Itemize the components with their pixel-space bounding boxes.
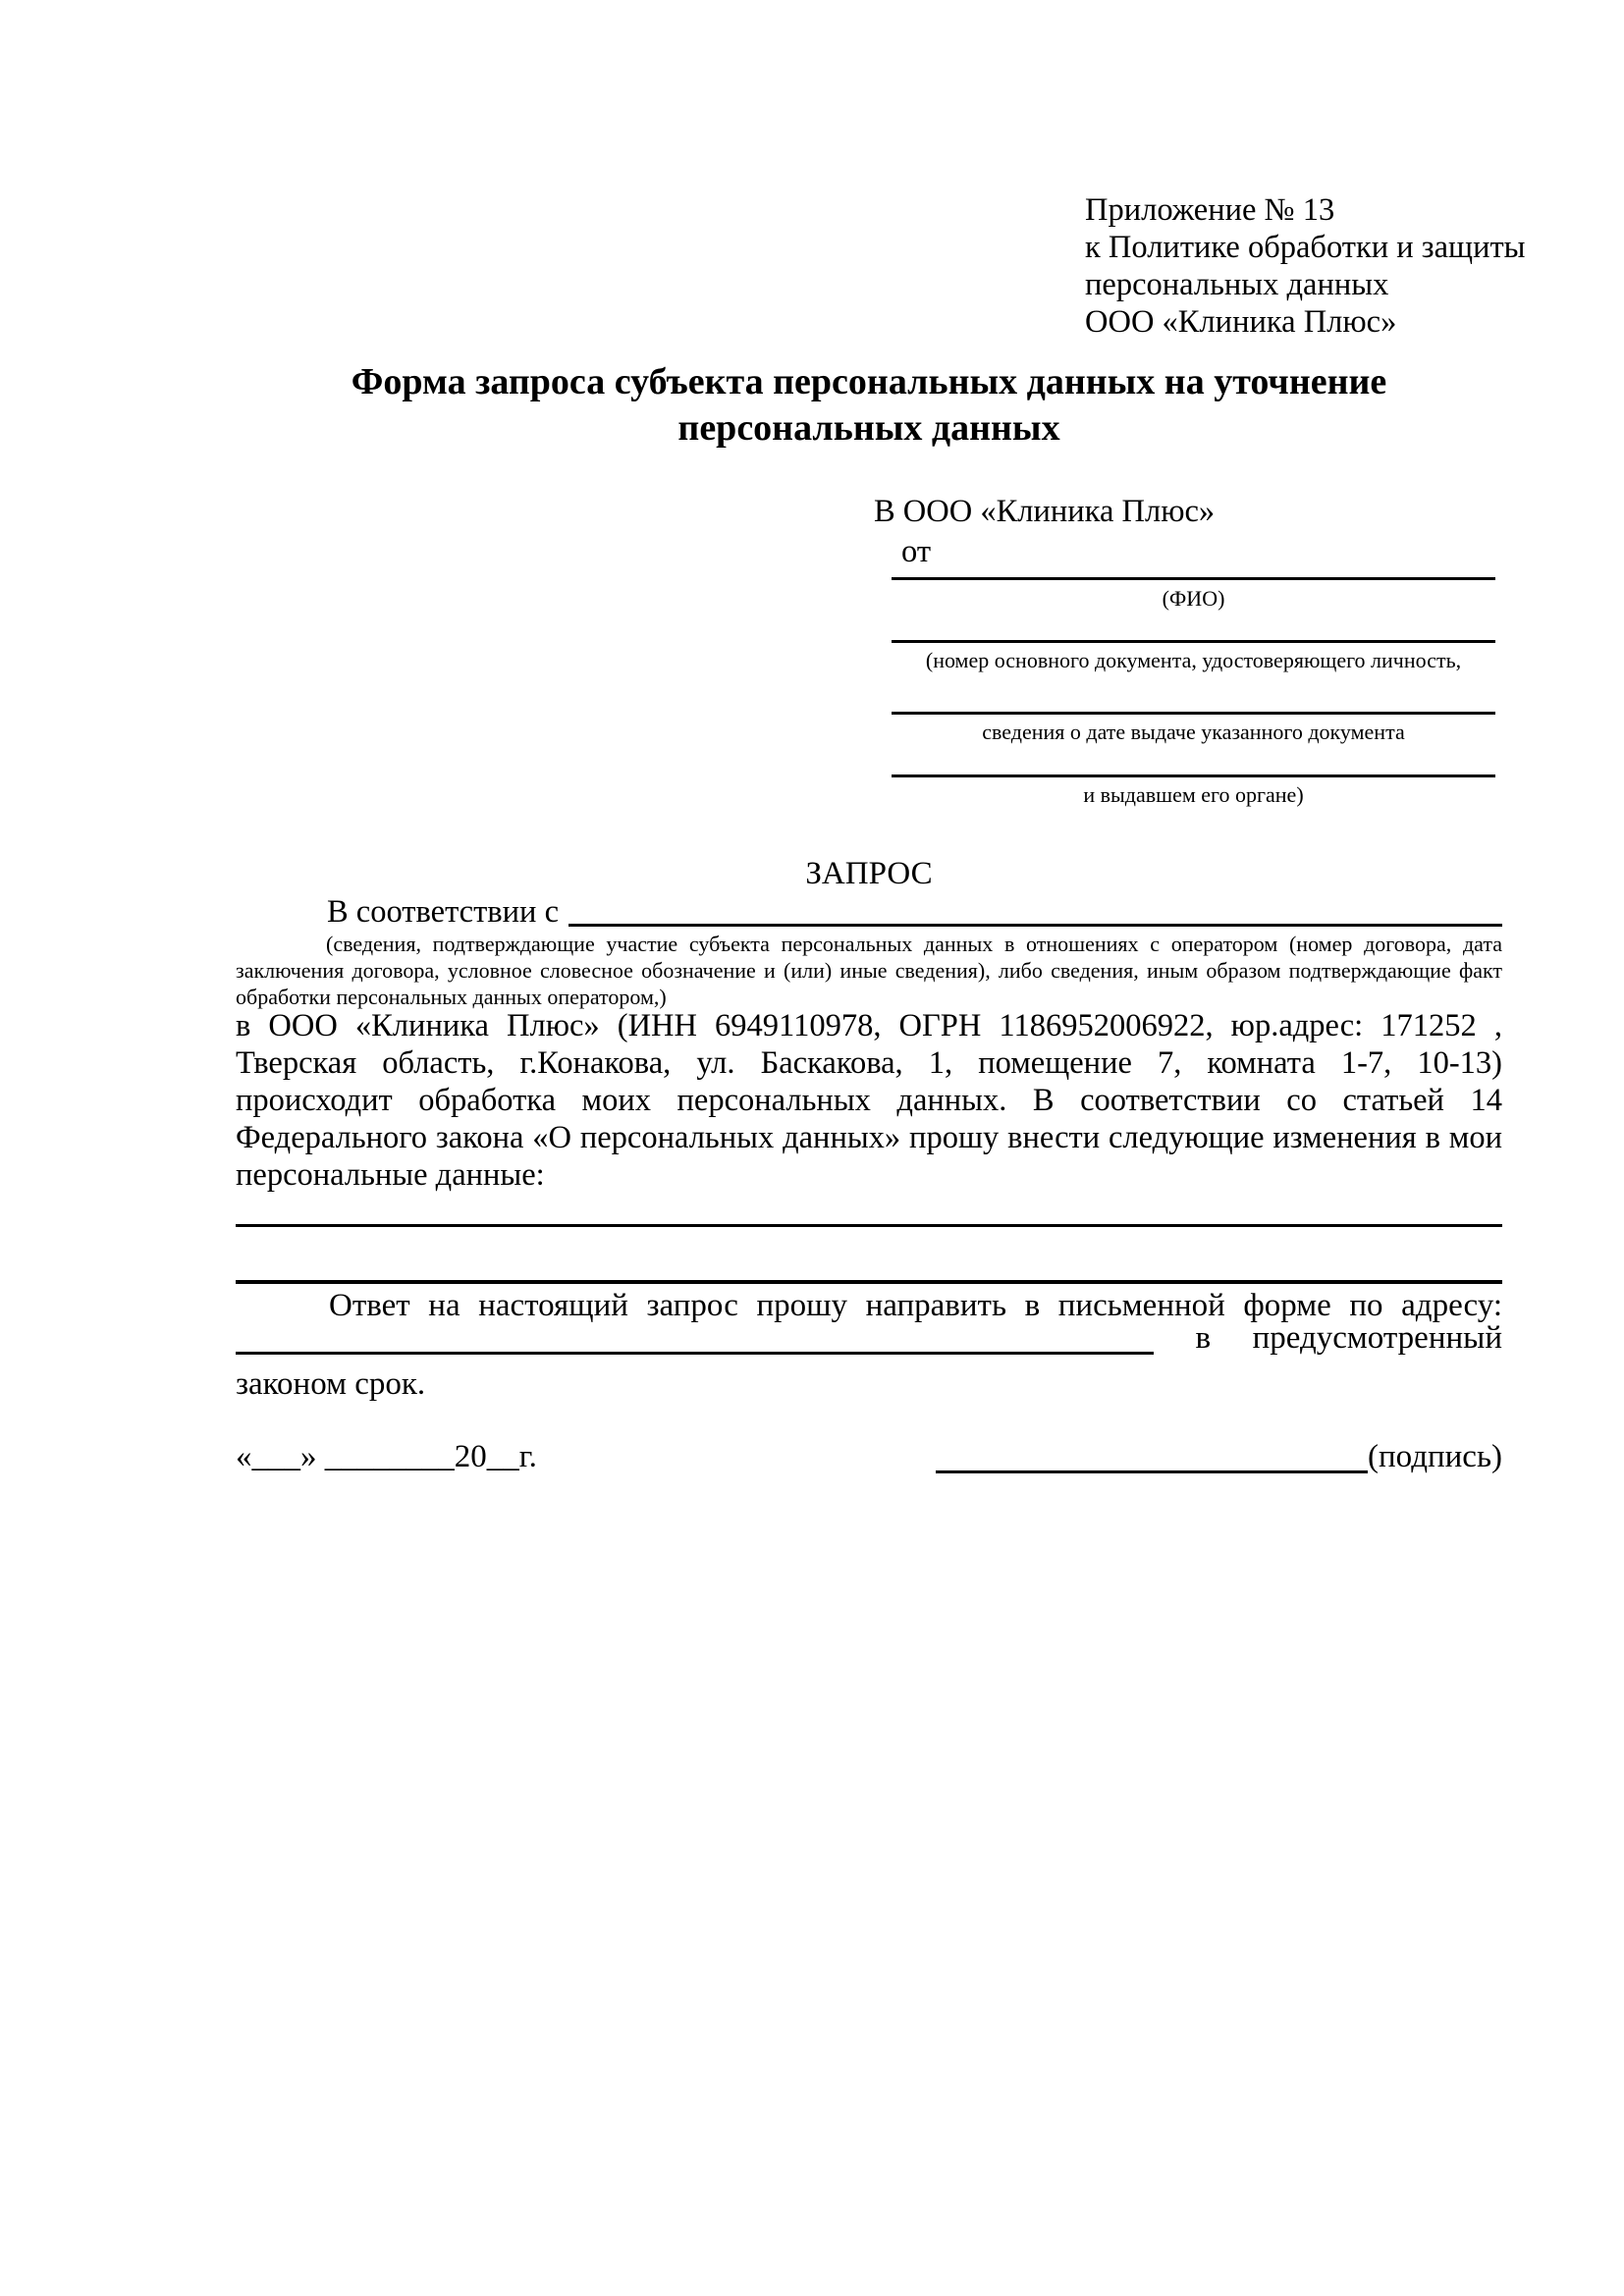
issuing-authority-caption: и выдавшем его органе) <box>1083 782 1304 807</box>
addressee-from-label: от <box>901 534 932 569</box>
document-number-blank-line[interactable] <box>892 640 1495 643</box>
date-template[interactable]: «___» ________20__г. <box>236 1439 537 1474</box>
changes-blank-line-2[interactable] <box>236 1280 1502 1284</box>
issuing-authority-blank-line[interactable] <box>892 774 1495 777</box>
reply-word-in: в <box>1195 1320 1212 1356</box>
document-title-line-2: персональных данных <box>677 407 1060 449</box>
document-number-caption: (номер основного документа, удостоверяющего личность, <box>925 648 1462 672</box>
request-body-line-1: в ООО «Клиника Плюс» (ИНН 6949110978, ОГРН 1186952006922, юр.адрес: 171252 , <box>236 1008 1502 1043</box>
basis-footnote-line-1: (сведения, подтверждающие участие субъекта персональных данных в отношениях с оператором (номер договора, дата <box>326 932 1502 956</box>
fio-caption: (ФИО) <box>1162 586 1225 611</box>
request-intro-prefix: В соответствии с <box>327 894 559 930</box>
request-body-line-2: Тверская область, г.Конакова, ул. Баскакова, 1, помещение 7, комната 1-7, 10-13) <box>236 1045 1502 1081</box>
reply-address-row <box>236 1322 1502 1355</box>
basis-footnote-line-3: обработки персональных данных оператором,) <box>236 985 667 1009</box>
signature-blank-line[interactable] <box>936 1441 1368 1473</box>
addressee-to: В ООО «Клиника Плюс» <box>874 494 1216 529</box>
signature-group <box>936 1441 1502 1473</box>
basis-blank-line[interactable] <box>568 895 1502 927</box>
document-title <box>236 359 1502 452</box>
request-heading: ЗАПРОС <box>805 856 933 891</box>
request-body-line-4: Федерального закона «О персональных данных» прошу внести следующие изменения в мои <box>236 1120 1502 1155</box>
fio-blank-line[interactable] <box>892 577 1495 580</box>
address-blank-line[interactable] <box>236 1322 1154 1355</box>
request-body <box>236 1007 1502 1194</box>
appendix-line-2: к Политике обработки и защиты <box>1085 230 1526 265</box>
basis-footnote-line-2: заключения договора, условное словесное обозначение и (или) иные сведения), либо сведения, иным образом подтверждающие факт <box>236 958 1502 983</box>
request-intro-row <box>236 895 1502 929</box>
basis-footnote <box>236 931 1502 1010</box>
issue-date-caption: сведения о дате выдаче указанного документа <box>982 720 1405 744</box>
request-body-line-3: происходит обработка моих персональных данных. В соответствии со статьей 14 <box>236 1083 1502 1118</box>
appendix-line-3: персональных данных <box>1085 267 1389 302</box>
request-body-line-5: персональные данные: <box>236 1157 545 1193</box>
issue-date-blank-line[interactable] <box>892 712 1495 715</box>
changes-blank-line-1[interactable] <box>236 1224 1502 1227</box>
appendix-line-1: Приложение № 13 <box>1085 192 1335 228</box>
appendix-header <box>1085 191 1526 341</box>
appendix-line-4: ООО «Клиника Плюс» <box>1085 304 1397 340</box>
reply-line-3: законом срок. <box>236 1366 426 1402</box>
reply-word-term: предусмотренный <box>1252 1320 1502 1356</box>
date-signature-row <box>236 1441 1502 1473</box>
signature-caption: (подпись) <box>1368 1439 1502 1474</box>
document-title-line-1: Форма запроса субъекта персональных данных на уточнение <box>351 361 1387 402</box>
reply-line-1: Ответ на настоящий запрос прошу направить в письменной форме по адресу: <box>329 1288 1502 1323</box>
